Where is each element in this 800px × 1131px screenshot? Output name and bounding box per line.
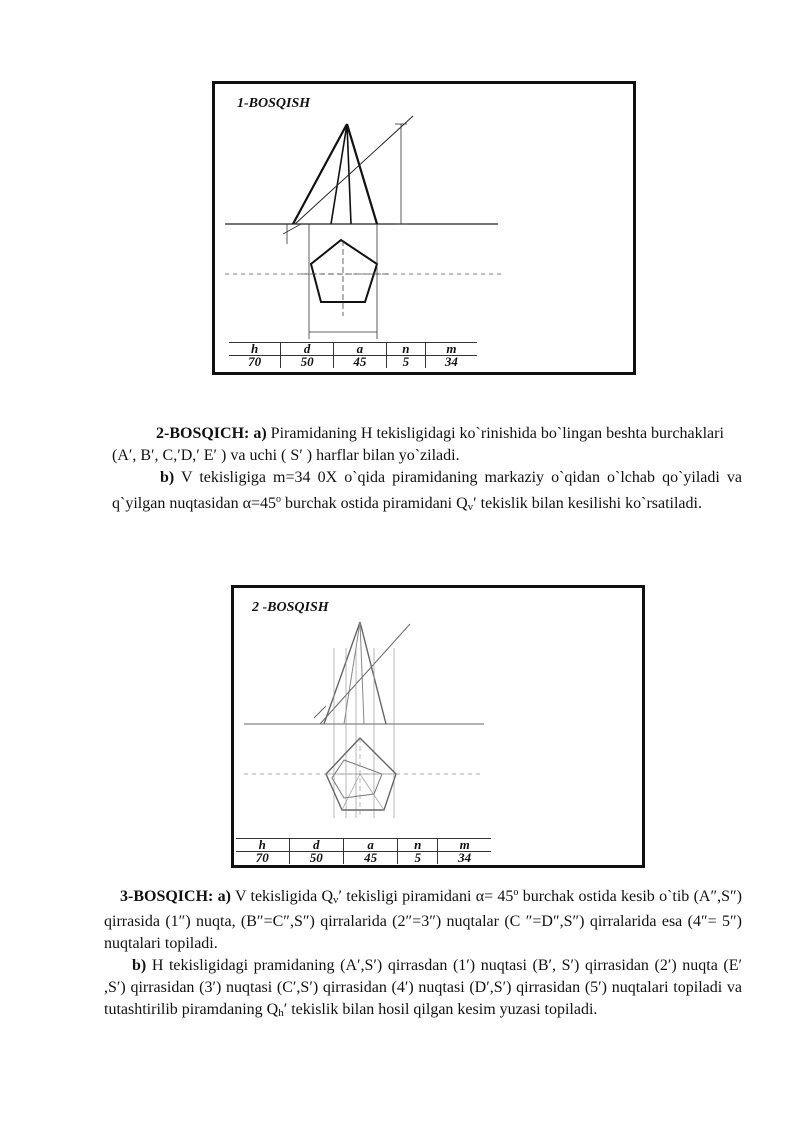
step-3b-paragraph xyxy=(104,955,742,1024)
degree-superscript: o xyxy=(276,494,282,505)
table-header-a: a xyxy=(343,839,397,852)
step-3b-label: b) xyxy=(132,957,147,974)
step-2a-text: Piramidaning H tekisligidagi ko`rinishida bo`lingan beshta burchaklari xyxy=(266,425,724,442)
table-header-h: h xyxy=(236,839,289,852)
figure-step-2 xyxy=(231,585,645,868)
step-3a-label: 3-BOSQICH: a) xyxy=(120,888,231,905)
table-value-n: 5 xyxy=(398,852,438,865)
table-value-a: 45 xyxy=(343,852,397,865)
step-3-description xyxy=(104,882,742,1024)
step-3a-text-2: ′ tekisligi piramidani α= 45 xyxy=(338,888,514,905)
step-2b-text: V tekisligiga m=34 0X o`qida piramidaning markaziy o`qidan o`lchab qo`yiladi va q`yilgan nuqtasidan α=45 xyxy=(112,469,742,512)
table-header-n: n xyxy=(398,839,438,852)
plane-subscript: h xyxy=(278,1007,284,1019)
step-2b-text-2: burchak ostida piramidani Q xyxy=(281,495,468,512)
table-header-m: m xyxy=(425,343,477,356)
step-3a-text: V tekisligida Q xyxy=(230,888,334,905)
plane-subscript: v xyxy=(333,894,339,906)
table-header-n: n xyxy=(386,343,425,356)
table-row xyxy=(229,356,477,369)
degree-superscript: o xyxy=(513,887,519,898)
table-value-h: 70 xyxy=(255,850,269,865)
table-header-h: h xyxy=(229,343,281,356)
table-header-m: m xyxy=(438,839,491,852)
step-2a-paragraph xyxy=(112,423,742,445)
step-2a-continued: (A′, B′, C,′D,′ E′ ) va uchi ( S′ ) harflar bilan yo`ziladi. xyxy=(112,447,460,464)
table-value-d: 50 xyxy=(289,852,343,865)
figure-1-title: 1-BOSQISH xyxy=(237,96,311,111)
plane-subscript: v xyxy=(467,501,474,513)
step-2-description xyxy=(112,423,742,518)
step-2-drawing xyxy=(234,588,642,865)
table-value-d: 50 xyxy=(281,356,334,369)
step-3a-paragraph xyxy=(104,882,742,955)
table-row xyxy=(236,852,491,865)
parameters-table xyxy=(229,342,477,368)
table-value-n: 5 xyxy=(386,356,425,369)
table-value-m: 34 xyxy=(425,356,477,369)
table-header-d: d xyxy=(281,343,334,356)
step-2b-text-3: ′ tekislik bilan kesilishi ko`rsatiladi. xyxy=(473,495,702,512)
table-header-a: a xyxy=(333,343,386,356)
figure-2-title: 2 -BOSQISH xyxy=(252,600,329,615)
table-value-h: 70 xyxy=(248,354,262,369)
step-1-drawing xyxy=(215,84,633,372)
parameters-table xyxy=(236,838,491,864)
step-2b-paragraph xyxy=(112,467,742,518)
figure-step-1 xyxy=(212,81,636,375)
step-3a-text-3: burchak ostida kesib o`tib (A″,S″) qirrasida (1″) nuqta, (B″=C″,S″) qirralarida (2″=3″) nuqtalar (C ″=D″,S″) qirralarida esa (4″= 5″) nuqtalari topiladi. xyxy=(104,888,743,952)
step-2a-label: 2-BOSQICH: a) xyxy=(156,425,267,442)
table-value-m: 34 xyxy=(438,852,491,865)
table-value-a: 45 xyxy=(333,356,386,369)
step-2b-label: b) xyxy=(160,469,175,486)
table-header-d: d xyxy=(289,839,343,852)
step-3b-text: H tekisligidagi pramidaning (A′,S′) qirrasdan (1′) nuqtasi (B′, S′) qirrasidan (2′) nuqta (E′ ,S′) qirrasidan (3′) nuqtasi (C′,S′) qirrasidan (4′) nuqtasi (D′,S′) qirrasidan (5′) nuqtalari topiladi va tutashtirilib piramdaning Q xyxy=(104,957,742,1018)
step-3b-text-2: ′ tekislik bilan hosil qilgan kesim yuzasi topiladi. xyxy=(283,1001,598,1018)
